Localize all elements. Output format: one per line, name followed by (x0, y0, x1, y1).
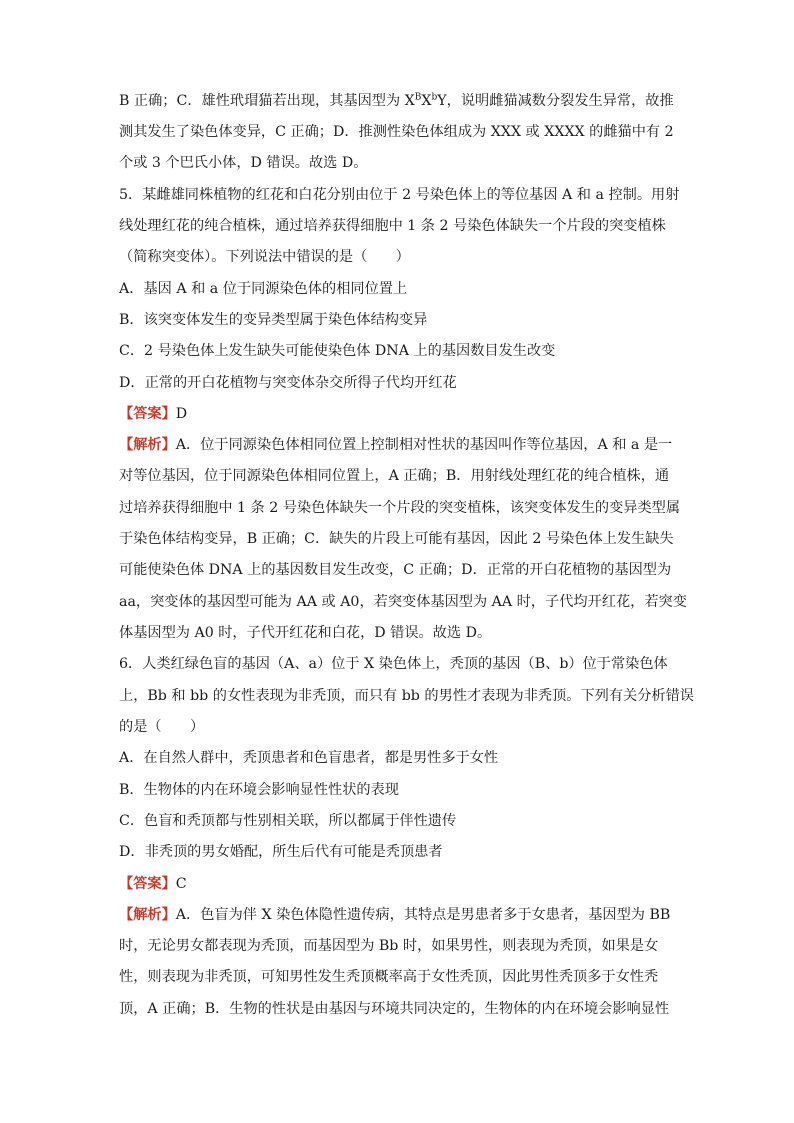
question-5-analysis-4: 于染色体结构变异，B 正确；C．缺失的片段上可能有基因，因此 2 号染色体上发生缺失 (119, 531, 674, 547)
analysis-tag: 【解析】 (119, 907, 176, 923)
question-5-analysis-3: 过培养获得细胞中 1 条 2 号染色体缺失一个片段的突变植株，该突变体发生的变异类型属 (119, 500, 681, 516)
question-5-answer (119, 404, 679, 424)
question-6-analysis-4: 顶，A 正确；B．生物的性状是由基因与环境共同决定的，生物体的内在环境会影响显性 (119, 1001, 670, 1017)
question-6-stem: 6．人类红绿色盲的基因（A、a）位于 X 染色体上，秃顶的基因（B、b）位于常染色体 (119, 656, 668, 672)
question-6-stem-3: 的是（ ） (119, 719, 205, 735)
question-5-option-a: A．基因 A 和 a 位于同源染色体的相同位置上 (119, 281, 408, 297)
answer-value: C (175, 876, 187, 892)
question-6-analysis-2: 时，无论男女都表现为秃顶，而基因型为 Bb 时，如果男性，则表现为秃顶，如果是女 (119, 938, 659, 954)
question-6-answer (119, 874, 679, 894)
question-6-option-d: D．非秃顶的男女婚配，所生后代有可能是秃顶患者 (119, 844, 443, 860)
question-5-stem-3: （简称突变体）。下列说法中错误的是（ ） (119, 249, 410, 265)
answer-tag: 【答案】 (119, 406, 176, 422)
text-line-3: 个或 3 个巴氏小体，D 错误。故选 D。 (119, 155, 368, 171)
analysis-text: A．色盲为伴 X 染色体隐性遗传病，其特点是男患者多于女患者，基因型为 BB (175, 907, 671, 923)
question-5-analysis-7: 体基因型为 A0 时，子代开红花和白花，D 错误。故选 D。 (119, 625, 492, 641)
text-line-1: B 正确；C．雄性玳瑁猫若出现，其基因型为 $X^BX^bY$，说明雌猫减数分裂发生异常，故推 (119, 92, 674, 109)
answer-value: D (175, 406, 188, 422)
analysis-text: A．位于同源染色体相同位置上控制相对性状的基因叫作等位基因，A 和 a 是一 (175, 437, 673, 453)
question-5-analysis-6: aa，突变体的基因型可能为 AA 或 A0，若突变体基因型为 AA 时，子代均开红花，若突变 (119, 594, 687, 610)
question-5-option-b: B．该突变体发生的变异类型属于染色体结构变异 (119, 312, 428, 328)
question-6-option-c: C．色盲和秃顶都与性别相关联，所以都属于伴性遗传 (119, 813, 457, 829)
question-5-stem: 5．某雌雄同株植物的红花和白花分别由位于 2 号染色体上的等位基因 A 和 a 控制。用射 (119, 187, 680, 203)
text-line-2: 测其发生了染色体变异，C 正确；D．推测性染色体组成为 XXX 或 XXXX 的雌猫中有 2 (119, 124, 674, 140)
question-5-analysis-2: 对等位基因，位于同源染色体相同位置上，A 正确；B．用射线处理红花的纯合植株，通 (119, 468, 670, 484)
question-6-analysis-3: 性，则表现为非秃顶，可知男性发生秃顶概率高于女性秃顶，因此男性秃顶多于女性秃 (119, 969, 659, 985)
question-5-stem-2: 线处理红花的纯合植株，通过培养获得细胞中 1 条 2 号染色体缺失一个片段的突变植株 (119, 218, 666, 234)
question-5-option-c: C．2 号染色体上发生缺失可能使染色体 DNA 上的基因数目发生改变 (119, 343, 556, 359)
question-5-analysis-5: 可能使染色体 DNA 上的基因数目发生改变，C 正确；D．正常的开白花植物的基因型为 (119, 562, 672, 578)
question-5-option-d: D．正常的开白花植物与突变体杂交所得子代均开红花 (119, 375, 457, 391)
question-6-analysis-1 (119, 905, 679, 925)
question-6-option-b: B．生物体的内在环境会影响显性性状的表现 (119, 782, 399, 798)
answer-tag: 【答案】 (119, 876, 176, 892)
question-6-stem-2: 上，Bb 和 bb 的女性表现为非秃顶，而只有 bb 的男性才表现为非秃顶。下列有关分析错误 (119, 688, 694, 704)
analysis-tag: 【解析】 (119, 437, 176, 453)
question-6-option-a: A．在自然人群中，秃顶患者和色盲患者，都是男性多于女性 (119, 750, 499, 766)
question-5-analysis-1 (119, 435, 679, 455)
